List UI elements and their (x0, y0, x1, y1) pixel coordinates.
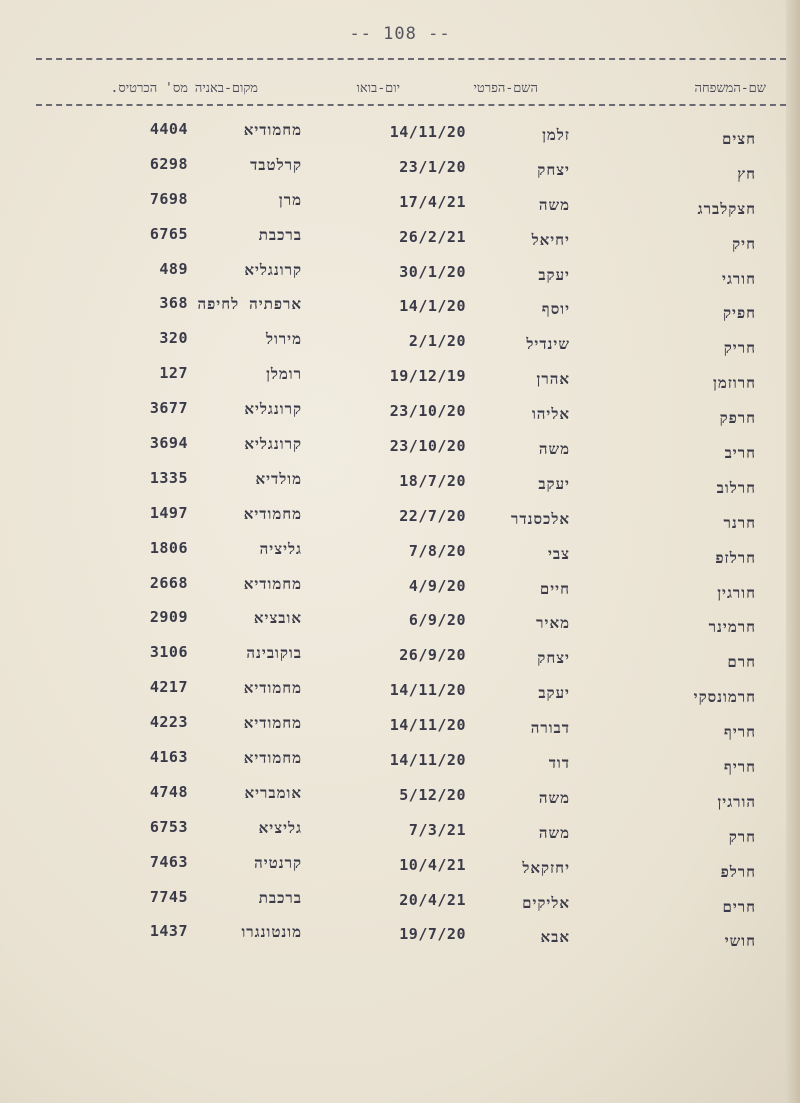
cell-family-name: חרלפ (720, 862, 756, 881)
cell-date: 7/3/21 (408, 820, 466, 839)
cell-first-name: דבורה (530, 719, 570, 738)
cell-family-name: חושי (724, 932, 756, 951)
header-date: יום-בואו (356, 81, 400, 96)
cell-cert-no: 368 (159, 294, 188, 313)
cell-date: 4/9/20 (408, 576, 466, 595)
cell-place: מחמודיא (243, 749, 302, 768)
cell-cert-no: 7698 (149, 189, 188, 208)
cell-place: קרונגליא (244, 260, 302, 279)
cell-first-name: דוד (548, 754, 570, 773)
column-headers (0, 80, 800, 100)
cell-date: 23/10/20 (389, 437, 466, 456)
cell-first-name: יעקב (538, 474, 570, 493)
table-row (0, 292, 800, 327)
cell-place: גליציה (259, 539, 302, 558)
records-table (0, 118, 800, 955)
cell-place: קרנטיה (254, 853, 302, 872)
table-row (0, 676, 800, 711)
cell-place: גליציא (258, 818, 302, 837)
page-number: -- 108 -- (349, 24, 451, 44)
cell-cert-no: 7745 (149, 887, 188, 906)
cell-cert-no: 6765 (149, 224, 188, 243)
cell-place: קרונגליא (244, 435, 302, 454)
cell-first-name: יחיאל (531, 230, 570, 249)
cell-family-name: חרמינר (708, 618, 756, 637)
cell-cert-no: 3694 (149, 434, 188, 453)
table-row (0, 886, 800, 921)
cell-cert-no: 6298 (149, 154, 188, 173)
header-cert-no: מס' הכרטיס. (110, 81, 188, 96)
cell-date: 22/7/20 (399, 506, 466, 525)
table-row (0, 327, 800, 362)
cell-first-name: זלמן (542, 126, 570, 144)
cell-cert-no: 2668 (149, 573, 188, 592)
cell-place: ברכבת (258, 888, 302, 907)
cell-family-name: חפיק (723, 304, 756, 323)
cell-place: מחמודיא (243, 679, 302, 698)
cell-cert-no: 3106 (149, 643, 188, 662)
header-family-name: שם-המשפחה (694, 81, 766, 96)
cell-date: 19/7/20 (399, 925, 466, 944)
cell-date: 10/4/21 (399, 855, 466, 874)
cell-cert-no: 320 (159, 329, 188, 348)
cell-date: 14/11/20 (389, 751, 466, 770)
table-row (0, 851, 800, 886)
table-row (0, 397, 800, 432)
cell-cert-no: 7463 (149, 852, 188, 871)
cell-family-name: הורגין (717, 792, 756, 811)
cell-date: 19/12/19 (389, 367, 466, 386)
header-first-name: השם-הפרטי (473, 81, 538, 96)
cell-family-name: חרם (727, 653, 756, 672)
cell-cert-no: 3677 (149, 399, 188, 418)
top-divider (36, 58, 786, 60)
cell-family-name: חורגין (717, 583, 756, 602)
cell-first-name: יצחק (537, 160, 570, 179)
cell-family-name: חריף (724, 758, 756, 777)
cell-date: 5/12/20 (399, 785, 466, 804)
cell-place: מירול (265, 330, 302, 349)
cell-date: 18/7/20 (399, 471, 466, 490)
table-row (0, 223, 800, 258)
cell-first-name: משה (538, 823, 570, 842)
cell-first-name: יוסף (541, 300, 570, 319)
cell-place: בוקובינה (246, 644, 302, 663)
table-row (0, 572, 800, 607)
cell-place: מחמודיא (243, 574, 302, 593)
cell-family-name: חץ (737, 164, 756, 183)
table-row (0, 781, 800, 816)
cell-cert-no: 4223 (149, 713, 188, 732)
cell-first-name: אליהו (531, 405, 570, 424)
cell-place: מרן (278, 190, 302, 209)
cell-cert-no: 6753 (149, 817, 188, 836)
cell-first-name: יצחק (537, 649, 570, 668)
cell-family-name: חרפק (719, 409, 756, 428)
cell-family-name: חרים (722, 897, 756, 916)
cell-cert-no: 4404 (149, 120, 188, 138)
cell-family-name: חרנר (723, 513, 756, 532)
cell-place: מולדיא (255, 469, 302, 488)
cell-family-name: חיק (732, 234, 756, 253)
cell-first-name: אבא (540, 928, 570, 947)
cell-first-name: אהרן (536, 370, 570, 389)
cell-date: 14/11/20 (389, 716, 466, 735)
cell-cert-no: 4217 (149, 678, 188, 697)
cell-first-name: צבי (547, 544, 570, 563)
cell-first-name: יחזקאל (522, 858, 570, 877)
cell-first-name: שינדיל (526, 335, 570, 354)
cell-date: 26/2/21 (399, 227, 466, 246)
cell-cert-no: 1497 (149, 503, 188, 522)
cell-date: 6/9/20 (408, 611, 466, 630)
cell-cert-no: 127 (159, 364, 188, 383)
table-row (0, 641, 800, 676)
cell-cert-no: 4748 (149, 782, 188, 801)
table-row (0, 920, 800, 955)
table-row (0, 711, 800, 746)
cell-date: 26/9/20 (399, 646, 466, 665)
cell-date: 14/11/20 (389, 681, 466, 700)
cell-place: מונטונגרו (241, 923, 302, 942)
cell-cert-no: 1806 (149, 538, 188, 557)
cell-family-name: חרמונסקי (693, 688, 756, 707)
table-row (0, 746, 800, 781)
cell-date: 30/1/20 (399, 262, 466, 281)
cell-place: מחמודיא (243, 504, 302, 523)
cell-date: 23/1/20 (399, 157, 466, 176)
cell-family-name: חצים (721, 130, 756, 148)
table-row (0, 188, 800, 223)
cell-first-name: משה (538, 788, 570, 807)
cell-date: 2/1/20 (408, 332, 466, 351)
cell-date: 20/4/21 (399, 890, 466, 909)
table-row (0, 118, 800, 153)
header-divider (36, 104, 786, 106)
cell-first-name: אליקים (522, 893, 570, 912)
cell-place: מחמודיא (243, 714, 302, 733)
cell-first-name: משה (538, 440, 570, 459)
cell-family-name: חרלזפ (715, 548, 756, 567)
cell-place: מחמודיא (243, 121, 302, 139)
cell-cert-no: 4163 (149, 748, 188, 767)
cell-date: 14/1/20 (399, 297, 466, 316)
table-row (0, 467, 800, 502)
table-row (0, 362, 800, 397)
table-row (0, 258, 800, 293)
cell-place: קרונגליא (244, 400, 302, 419)
table-row (0, 606, 800, 641)
cell-family-name: חריק (723, 339, 756, 358)
cell-cert-no: 2909 (149, 608, 188, 627)
cell-cert-no: 1437 (149, 922, 188, 941)
cell-first-name: אלכסנדר (511, 509, 570, 528)
cell-place: אומבריא (244, 783, 302, 802)
cell-family-name: חורגי (722, 269, 756, 288)
cell-first-name: משה (538, 195, 570, 214)
table-row (0, 153, 800, 188)
table-row (0, 502, 800, 537)
cell-place: ברכבת (258, 225, 302, 244)
cell-first-name: יעקב (538, 684, 570, 703)
table-row (0, 816, 800, 851)
cell-first-name: יעקב (538, 265, 570, 284)
cell-date: 23/10/20 (389, 402, 466, 421)
cell-family-name: חרוזמן (713, 374, 756, 393)
cell-place: קרלטבד (250, 155, 302, 174)
table-row (0, 432, 800, 467)
cell-date: 17/4/21 (399, 192, 466, 211)
cell-first-name: מאיר (536, 614, 570, 633)
cell-date: 14/11/20 (389, 123, 466, 141)
cell-cert-no: 489 (159, 259, 188, 278)
cell-family-name: חריב (724, 444, 756, 463)
cell-cert-no: 1335 (149, 468, 188, 487)
cell-family-name: חצקלברג (697, 199, 756, 218)
cell-family-name: חרק (728, 827, 756, 846)
cell-place: אובציא (253, 609, 302, 628)
cell-place: רומלן (266, 365, 302, 384)
cell-place: ארפתיה לחיפה (197, 295, 302, 314)
cell-family-name: חרלוב (716, 478, 756, 497)
cell-family-name: חריף (724, 723, 756, 742)
cell-date: 7/8/20 (408, 541, 466, 560)
header-place: מקום-באניה (194, 81, 258, 96)
cell-first-name: חיים (539, 579, 570, 598)
table-row (0, 537, 800, 572)
